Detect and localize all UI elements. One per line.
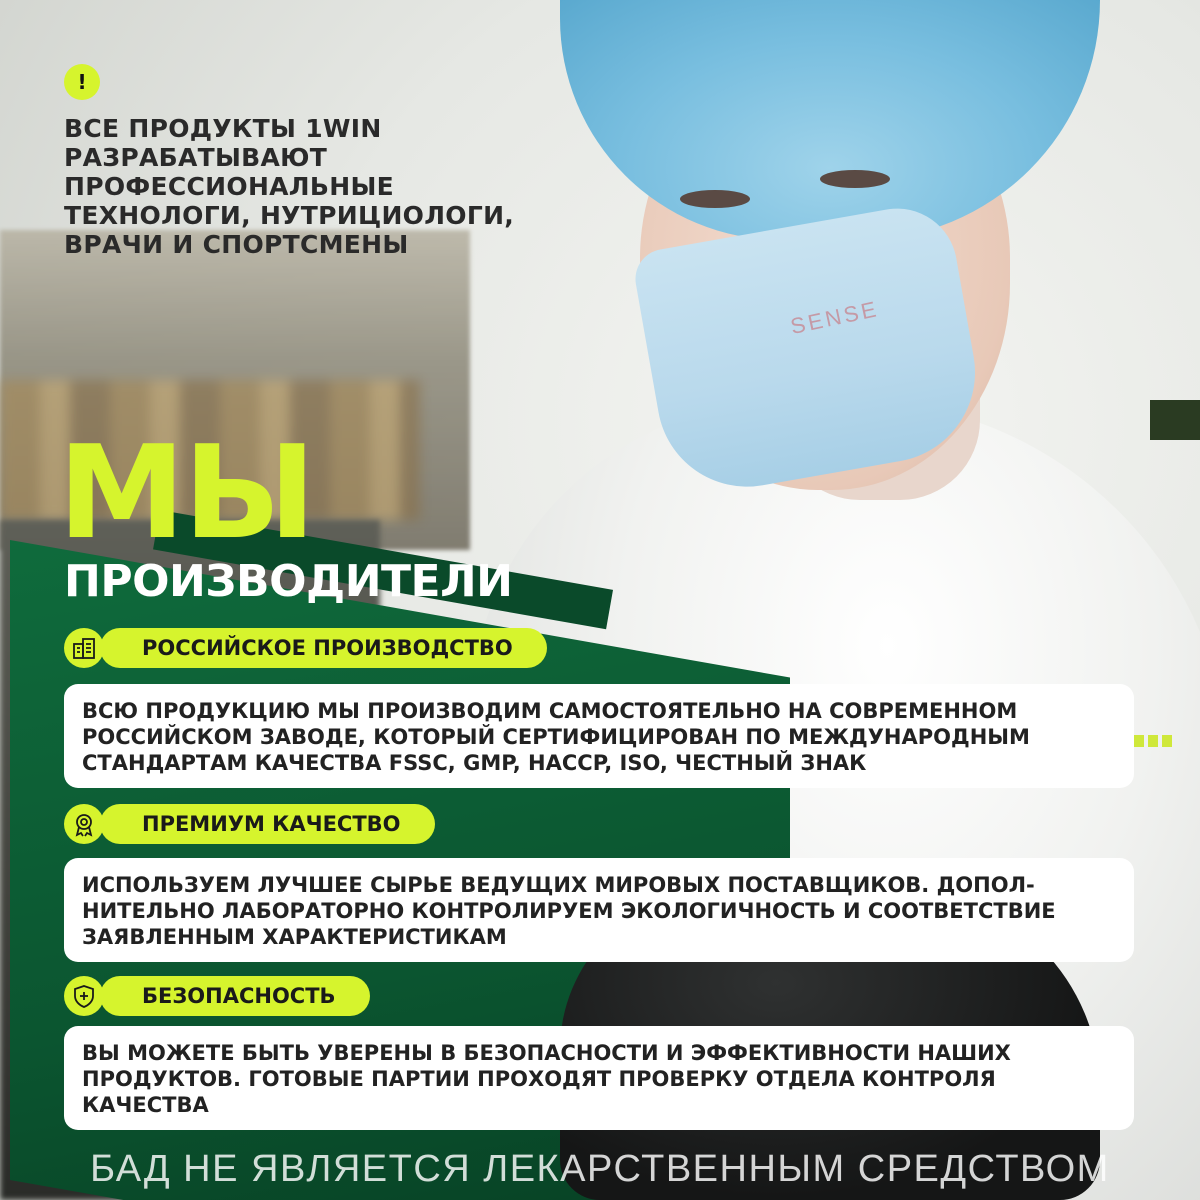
shield-plus-icon: [64, 976, 104, 1016]
feature-card-russian-production: [64, 684, 1134, 788]
right-eye: [820, 170, 890, 188]
feature-title-safety: [64, 976, 370, 1016]
feature-title-label: РОССИЙСКОЕ ПРОИЗВОДСТВО: [100, 628, 547, 668]
headline-producers: ПРОИЗВОДИТЕЛИ: [64, 556, 513, 607]
feature-card-safety: [64, 1026, 1134, 1130]
feature-title-russian-production: [64, 628, 547, 668]
feature-text: ВЫ МОЖЕТЕ БЫТЬ УВЕРЕНЫ В БЕЗОПАСНОСТИ И ЭФФЕКТИВНОСТИ НАШИХ ПРОДУКТОВ. ГОТОВЫЕ ПАРТИИ ПРОХОДЯТ ПРОВЕРКУ ОТДЕЛА КОНТРОЛЯ КАЧЕСТВА: [82, 1041, 1011, 1117]
exclamation-icon: !: [64, 64, 100, 100]
mask-brand-text: SENSE: [788, 295, 882, 340]
left-eye: [680, 190, 750, 208]
intro-text: ВСЕ ПРОДУКТЫ 1WIN РАЗРАБАТЫВАЮТ ПРОФЕССИОНАЛЬНЫЕ ТЕХНОЛОГИ, НУТРИЦИОЛОГИ, ВРАЧИ И СПОРТСМЕНЫ: [64, 114, 515, 259]
disclaimer-footer: БАД НЕ ЯВЛЯЕТСЯ ЛЕКАРСТВЕННЫМ СРЕДСТВОМ: [90, 1148, 1110, 1190]
feature-text: ИСПОЛЬЗУЕМ ЛУЧШЕЕ СЫРЬЕ ВЕДУЩИХ МИРОВЫХ ПОСТАВЩИКОВ. ДОПОЛ- НИТЕЛЬНО ЛАБОРАТОРНО КОНТРОЛИРУЕМ ЭКОЛОГИЧНОСТЬ И СООТВЕТСТВИЕ ЗАЯВЛЕННЫМ ХАРАКТЕРИСТИКАМ: [82, 873, 1056, 949]
hairnet-cap: [560, 0, 1100, 240]
feature-title-label: БЕЗОПАСНОСТЬ: [100, 976, 370, 1016]
feature-text: ВСЮ ПРОДУКЦИЮ МЫ ПРОИЗВОДИМ САМОСТОЯТЕЛЬНО НА СОВРЕМЕННОМ РОССИЙСКОМ ЗАВОДЕ, КОТОРЫЙ СЕРТИФИЦИРОВАН ПО МЕЖДУНАРОДНЫМ СТАНДАРТАМ КАЧЕСТВА FSSC, GMP, HACCP, ISO, ЧЕСТНЫЙ ЗНАК: [82, 699, 1030, 775]
background-lamp: [1150, 400, 1200, 440]
feature-title-premium-quality: [64, 804, 435, 844]
feature-card-premium-quality: [64, 858, 1134, 962]
factory-building-icon: [64, 628, 104, 668]
headline-we: МЫ: [58, 419, 314, 568]
award-medal-icon: [64, 804, 104, 844]
coat-badge: [1134, 735, 1174, 747]
feature-title-label: ПРЕМИУМ КАЧЕСТВО: [100, 804, 435, 844]
